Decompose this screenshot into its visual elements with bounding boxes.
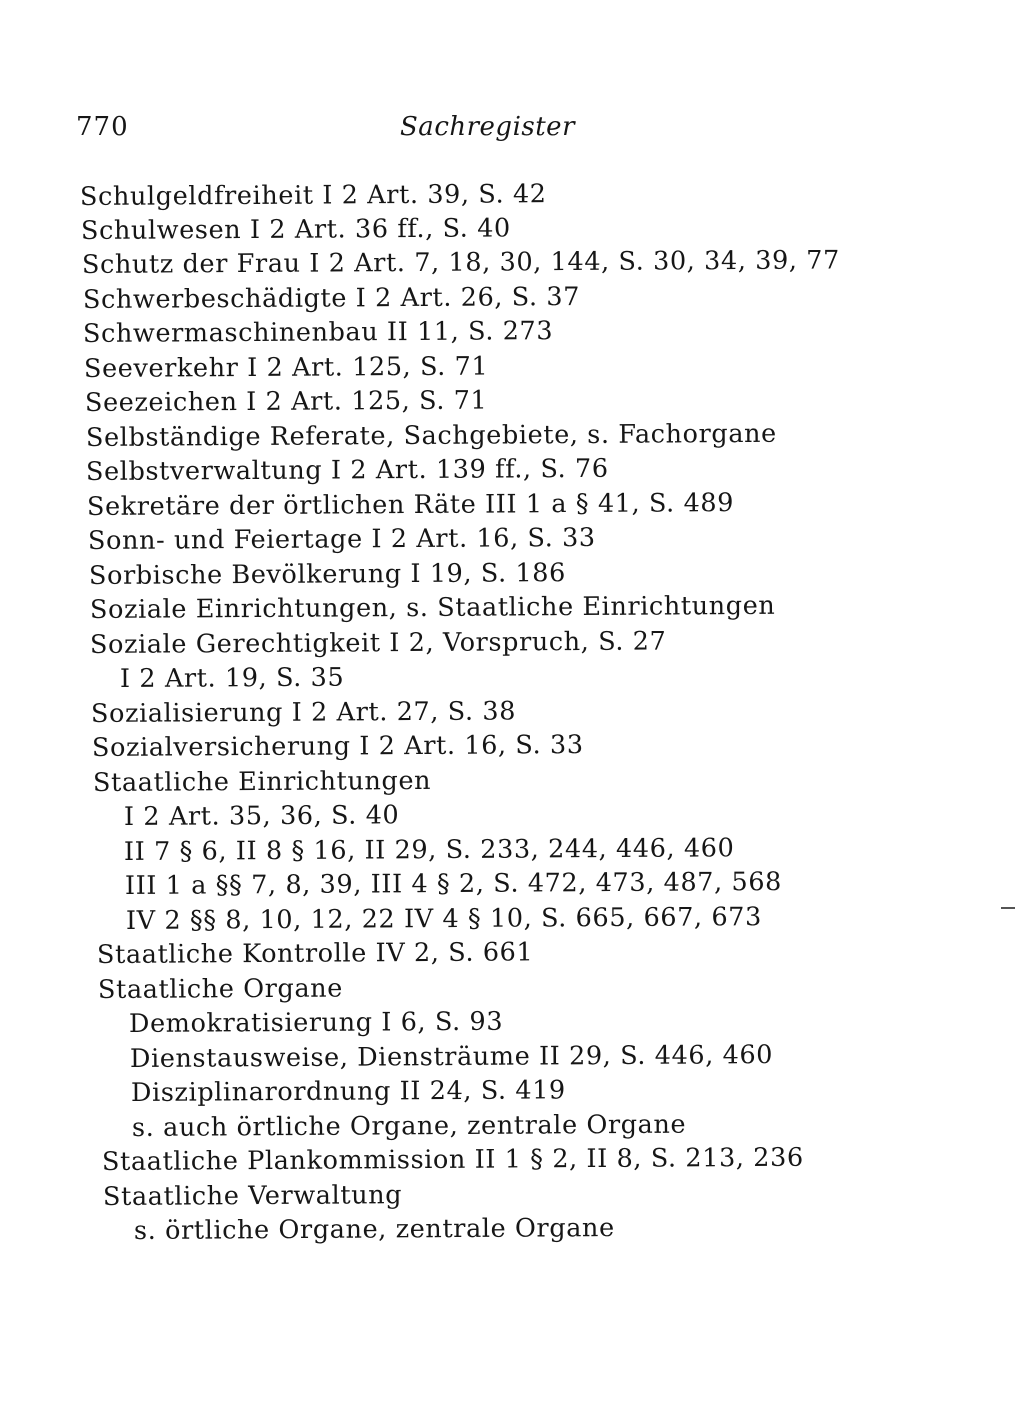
index-subentry: Disziplinarordnung II 24, S. 419 [130, 1075, 566, 1108]
index-entry: Staatliche Kontrolle IV 2, S. 661 [96, 937, 534, 970]
index-subentry: IV 2 §§ 8, 10, 12, 22 IV 4 § 10, S. 665, 667, 673 [125, 902, 762, 936]
index-subentry: I 2 Art. 19, S. 35 [119, 662, 345, 694]
index-entry: Soziale Gerechtigkeit I 2, Vorspruch, S. 27 [89, 626, 667, 660]
index-entry: Sozialisierung I 2 Art. 27, S. 38 [90, 696, 517, 729]
index-entry: Schwermaschinenbau II 11, S. 273 [82, 316, 554, 349]
index-subentry: Demokratisierung I 6, S. 93 [128, 1006, 504, 1039]
index-entry: Selbstverwaltung I 2 Art. 139 ff., S. 76 [85, 453, 609, 487]
index-entry: Schulwesen I 2 Art. 36 ff., S. 40 [80, 213, 511, 246]
index-subentry: II 7 § 6, II 8 § 16, II 29, S. 233, 244, 446, 460 [123, 833, 735, 867]
index-subentry: III 1 a §§ 7, 8, 39, III 4 § 2, S. 472, 473, 487, 568 [124, 866, 783, 901]
index-entry: Seeverkehr I 2 Art. 125, S. 71 [83, 351, 489, 384]
index-subentry: s. örtliche Organe, zentrale Organe [133, 1213, 615, 1246]
index-subentry: I 2 Art. 35, 36, S. 40 [123, 800, 400, 832]
index-entry: Seezeichen I 2 Art. 125, S. 71 [84, 385, 488, 418]
page-number: 770 [76, 112, 129, 142]
index-entry: Soziale Einrichtungen, s. Staatliche Einrichtungen [89, 590, 776, 625]
index-entry: Selbständige Referate, Sachgebiete, s. Fachorgane [85, 418, 777, 453]
running-title: Sachregister [400, 112, 575, 142]
index-entry: Staatliche Verwaltung [102, 1180, 403, 1212]
index-entry: Staatliche Organe [97, 973, 344, 1005]
index-entry: Sekretäre der örtlichen Räte III 1 a § 41, S. 489 [86, 488, 735, 522]
index-entry: Staatliche Plankommission II 1 § 2, II 8, S. 213, 236 [101, 1142, 804, 1177]
index-entry: Staatliche Einrichtungen [92, 765, 432, 798]
margin-mark [1001, 907, 1015, 909]
index-entry: Schutz der Frau I 2 Art. 7, 18, 30, 144, S. 30, 34, 39, 77 [81, 245, 840, 280]
index-entry: Sozialversicherung I 2 Art. 16, S. 33 [91, 729, 584, 763]
index-entry: Schulgeldfreiheit I 2 Art. 39, S. 42 [79, 179, 547, 212]
index-subentry: s. auch örtliche Organe, zentrale Organe [131, 1109, 687, 1143]
index-entry: Sorbische Bevölkerung I 19, S. 186 [88, 558, 567, 591]
index-entry: Schwerbeschädigte I 2 Art. 26, S. 37 [82, 281, 581, 315]
index-subentry: Dienstausweise, Diensträume II 29, S. 446, 460 [129, 1040, 774, 1074]
index-entry: Sonn- und Feiertage I 2 Art. 16, S. 33 [87, 522, 596, 556]
